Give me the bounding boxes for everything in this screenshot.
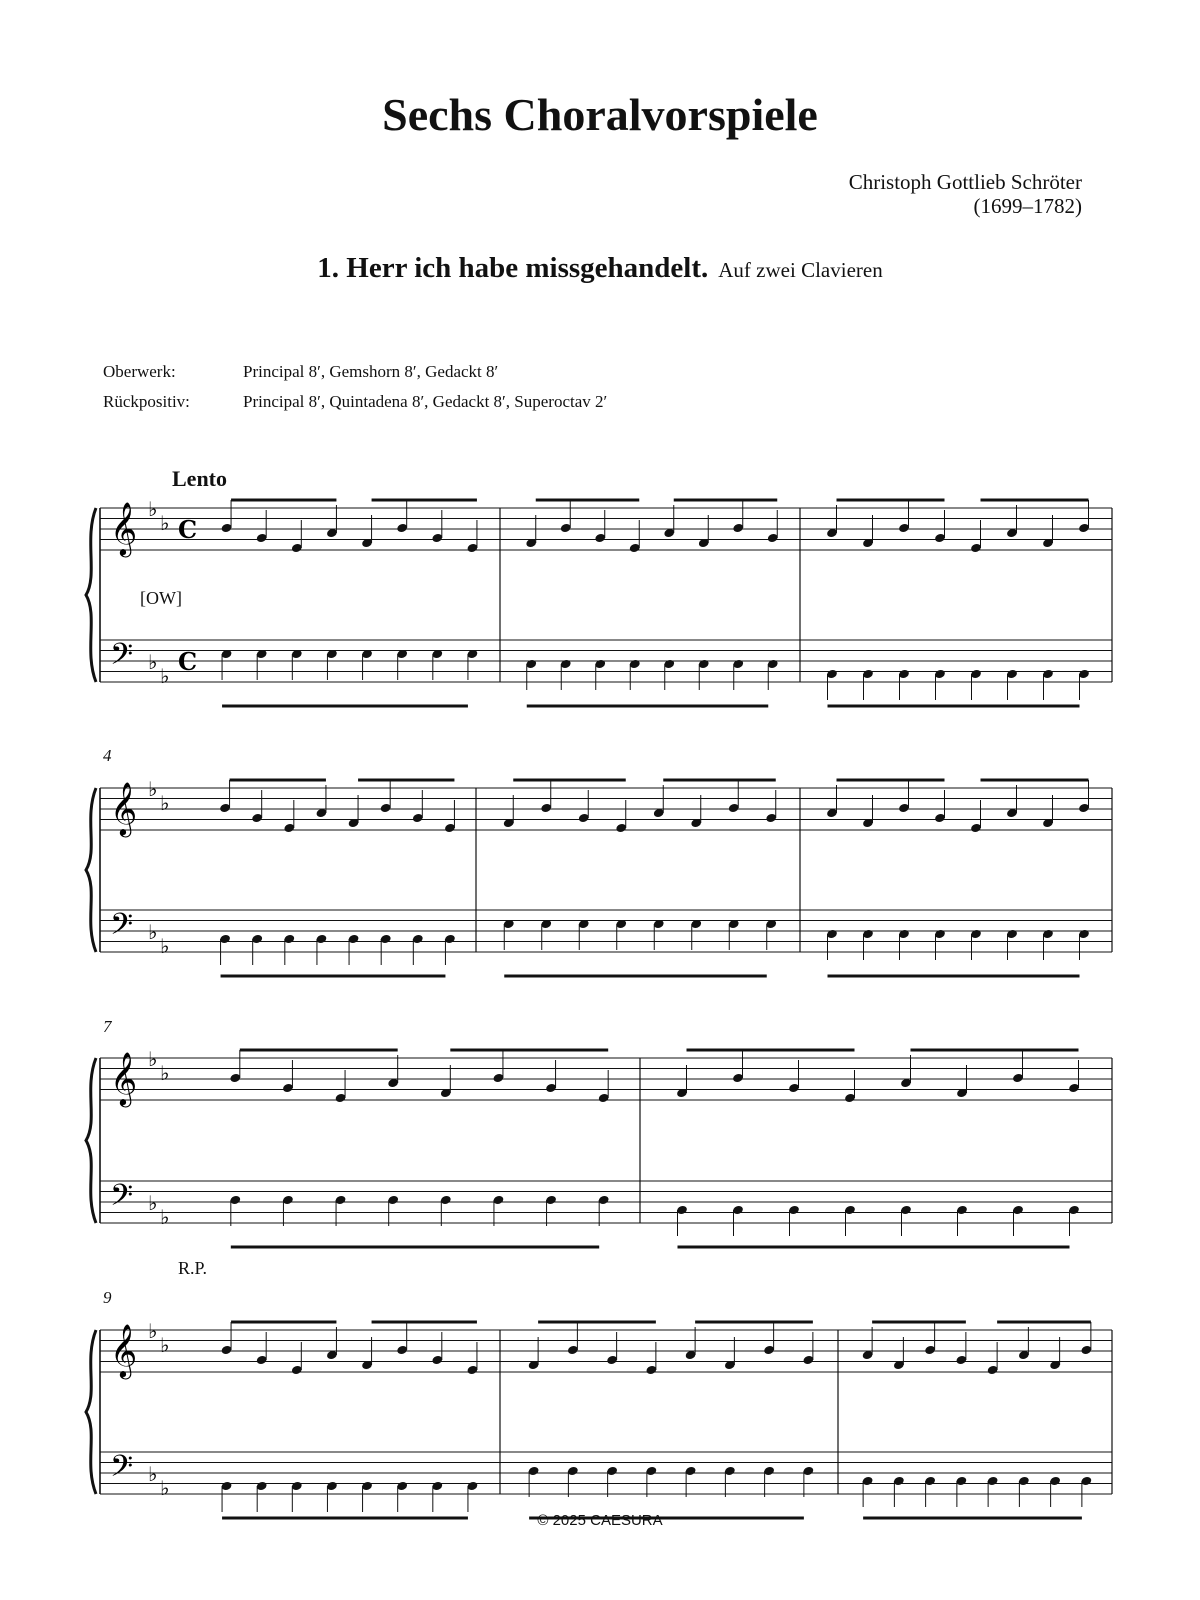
treble-clef-icon: 𝄞	[110, 781, 138, 835]
flat-sign-icon: ♭	[148, 1462, 158, 1486]
registration-manual-2: Rückpositiv:	[103, 392, 190, 411]
flat-sign-icon: ♭	[160, 1476, 170, 1500]
time-signature-c: C	[178, 515, 198, 544]
composer-dates: (1699–1782)	[973, 194, 1082, 218]
registration-stops-1: Principal 8′, Gemshorn 8′, Gedackt 8′	[243, 362, 499, 381]
page-title: Sechs Choralvorspiele	[382, 89, 818, 140]
bass-clef-icon: 𝄢	[110, 638, 134, 679]
flat-sign-icon: ♭	[160, 511, 170, 535]
brace-icon	[86, 508, 96, 682]
flat-sign-icon: ♭	[160, 1205, 170, 1229]
bass-clef-icon: 𝄢	[110, 908, 134, 949]
treble-clef-icon: 𝄞	[110, 1323, 138, 1377]
registration-stops-2: Principal 8′, Quintadena 8′, Gedackt 8′, Superoctav 2′	[243, 392, 608, 411]
flat-sign-icon: ♭	[148, 650, 158, 674]
brace-icon	[86, 788, 96, 952]
flat-sign-icon: ♭	[148, 920, 158, 944]
measure-number: 9	[103, 1288, 112, 1307]
treble-clef-icon: 𝄞	[110, 501, 138, 555]
measure-number: 7	[103, 1017, 112, 1036]
flat-sign-icon: ♭	[148, 497, 158, 521]
treble-clef-icon: 𝄞	[110, 1051, 138, 1105]
manual-label: [OW]	[140, 588, 182, 608]
flat-sign-icon: ♭	[160, 664, 170, 688]
flat-sign-icon: ♭	[148, 1319, 158, 1343]
composer-name: Christoph Gottlieb Schröter	[848, 170, 1082, 194]
registration-manual-1: Oberwerk:	[103, 362, 176, 381]
bass-clef-icon: 𝄢	[110, 1450, 134, 1491]
flat-sign-icon: ♭	[160, 934, 170, 958]
brace-icon	[86, 1058, 96, 1223]
brace-icon	[86, 1330, 96, 1494]
measure-number: 4	[103, 746, 112, 765]
flat-sign-icon: ♭	[160, 1333, 170, 1357]
time-signature-c: C	[178, 647, 198, 676]
bass-clef-icon: 𝄢	[110, 1179, 134, 1220]
flat-sign-icon: ♭	[160, 791, 170, 815]
flat-sign-icon: ♭	[148, 777, 158, 801]
rp-label: R.P.	[178, 1258, 208, 1278]
copyright-footer: © 2025 CAESURA	[537, 1512, 663, 1529]
piece-subtitle: Auf zwei Clavieren	[718, 258, 883, 282]
piece-title: 1. Herr ich habe missgehandelt.	[317, 252, 709, 284]
flat-sign-icon: ♭	[148, 1191, 158, 1215]
flat-sign-icon: ♭	[148, 1047, 158, 1071]
tempo-marking: Lento	[172, 466, 227, 491]
flat-sign-icon: ♭	[160, 1061, 170, 1085]
